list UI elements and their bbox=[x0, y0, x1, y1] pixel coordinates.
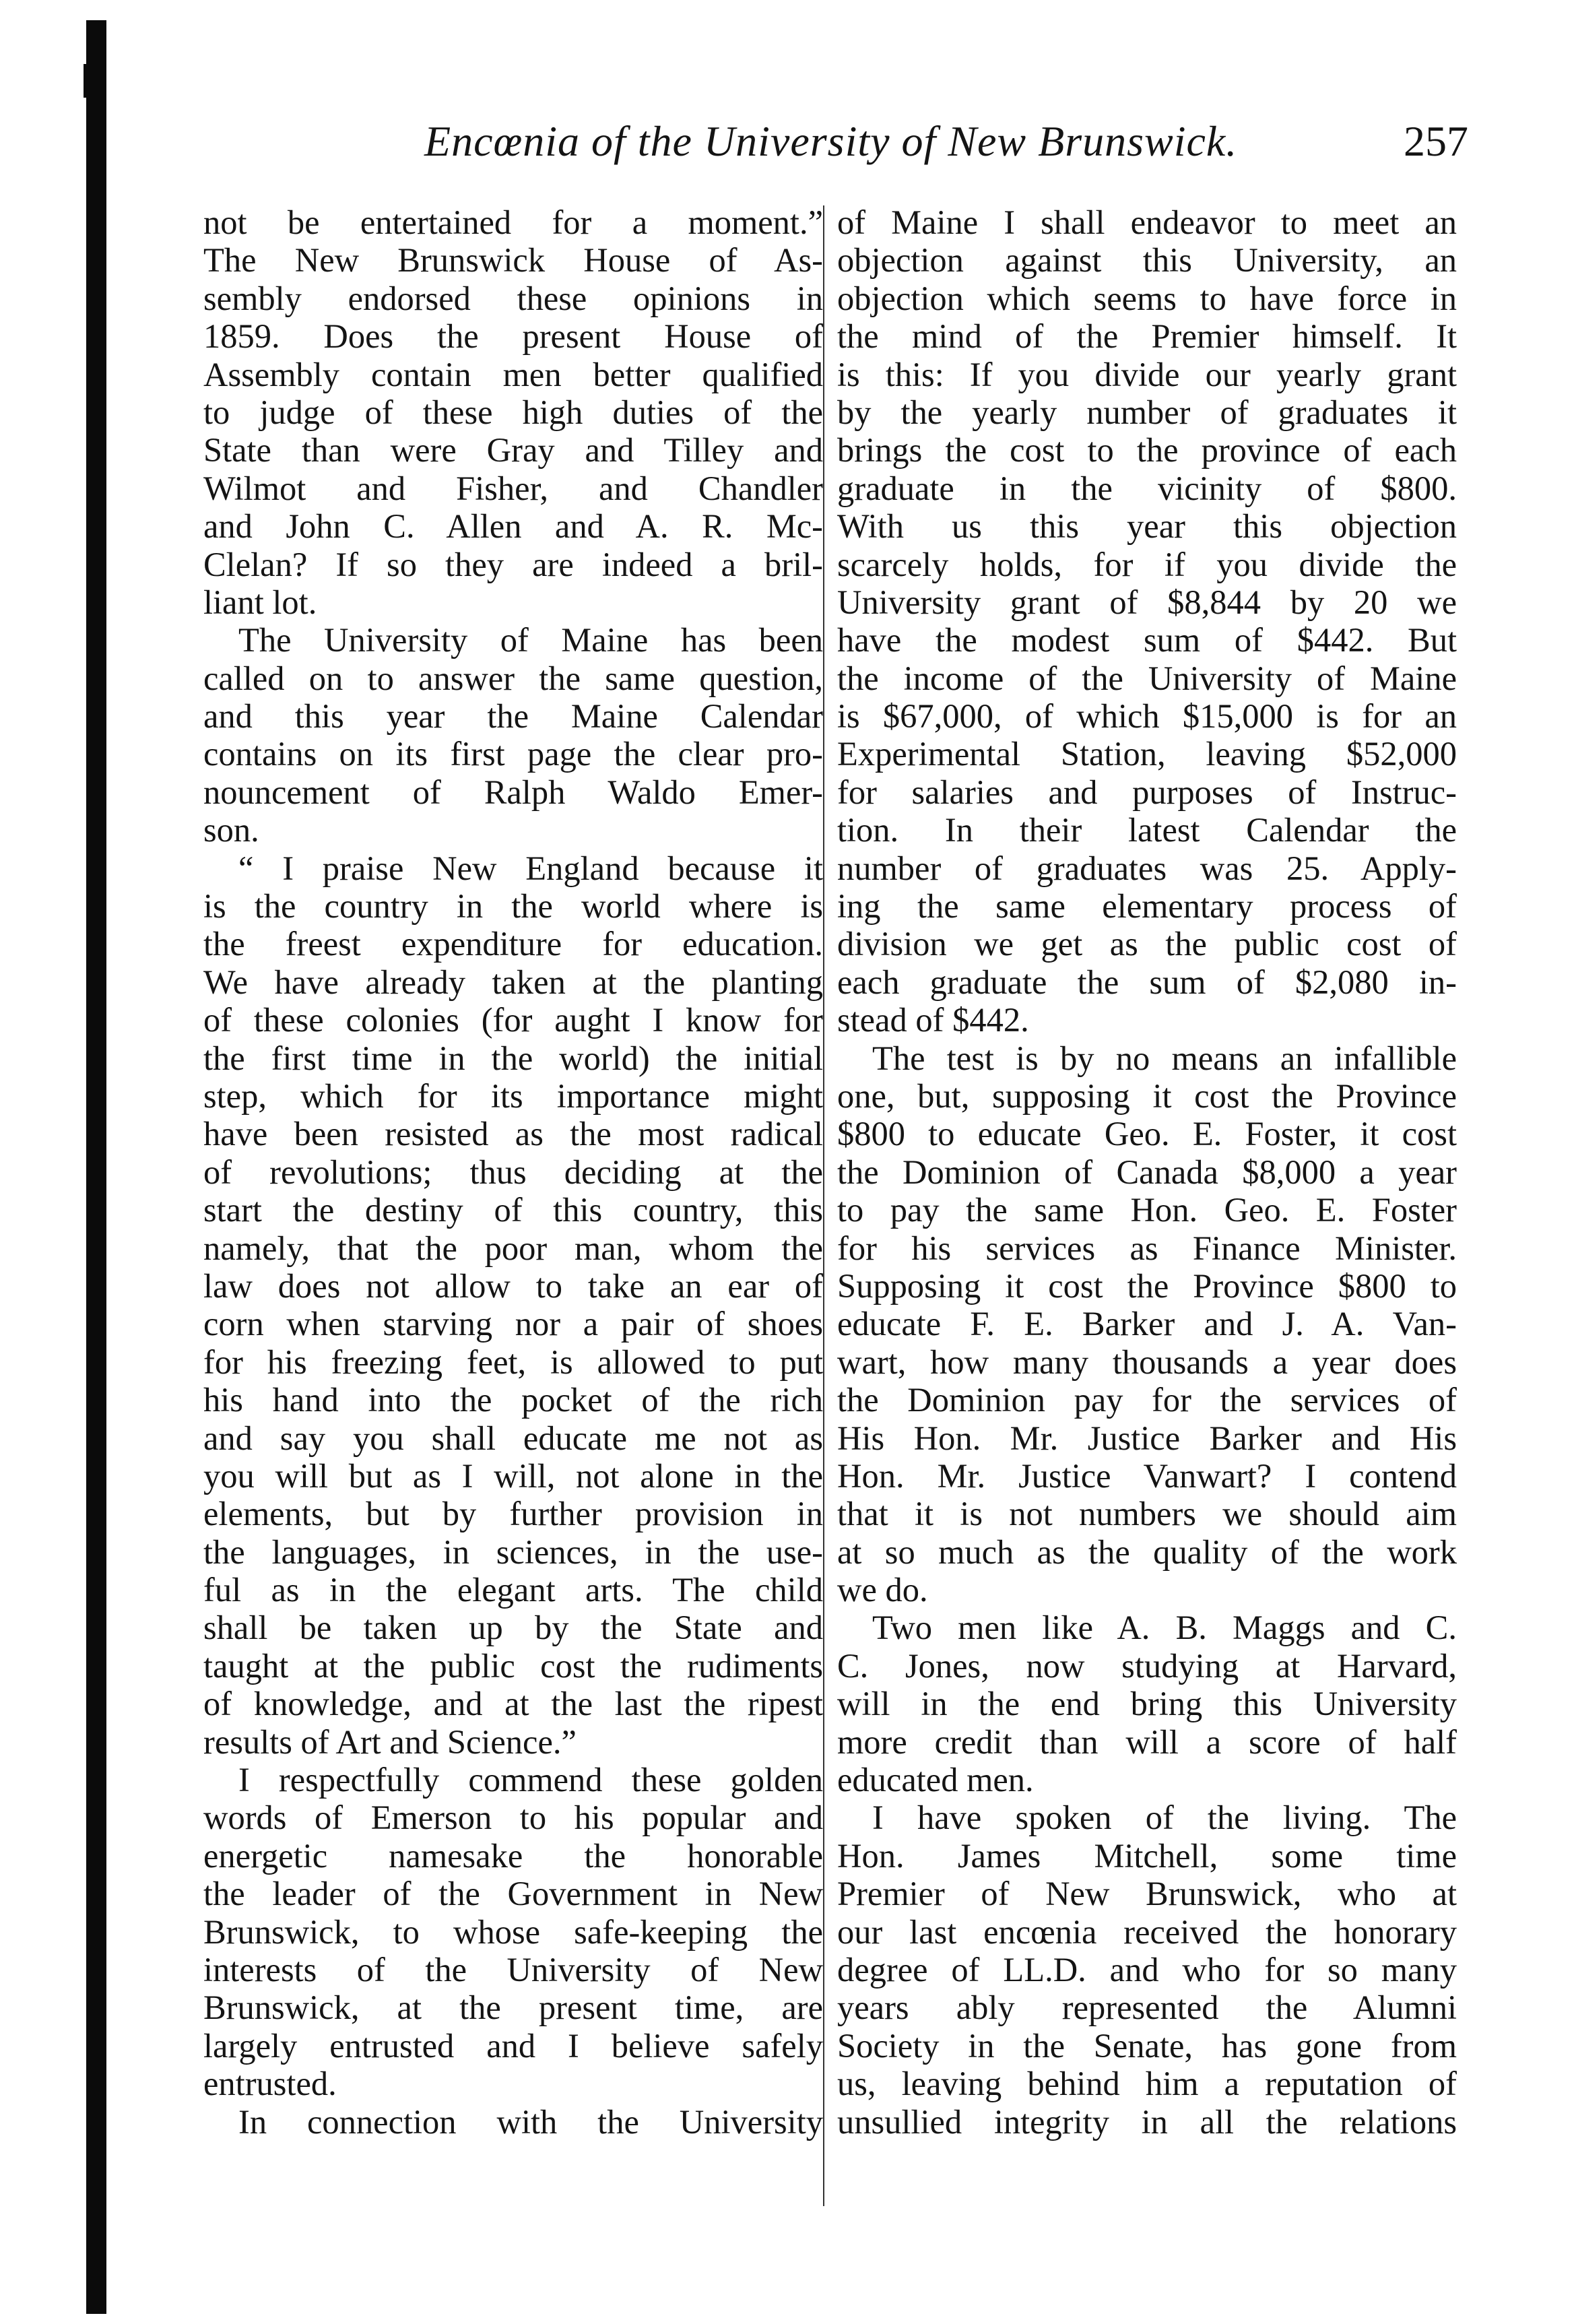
column-divider bbox=[823, 205, 824, 2206]
text-line: energetic namesake the honorable bbox=[203, 1836, 823, 1875]
text-line: graduate in the vicinity of $800. bbox=[837, 469, 1457, 507]
text-line: of revolutions; thus deciding at the bbox=[203, 1153, 823, 1191]
text-line: shall be taken up by the State and bbox=[203, 1609, 823, 1647]
text-line: tion. In their latest Calendar the bbox=[837, 811, 1457, 849]
text-line: division we get as the public cost of bbox=[837, 925, 1457, 963]
text-line: stead of $442. bbox=[837, 1001, 1029, 1039]
text-line: our last encœnia received the honorary bbox=[837, 1912, 1457, 1951]
text-line: objection which seems to have force in bbox=[837, 279, 1457, 317]
text-line: have the modest sum of $442. But bbox=[837, 621, 1457, 659]
text-line: to pay the same Hon. Geo. E. Foster bbox=[837, 1191, 1457, 1229]
text-line: words of Emerson to his popular and bbox=[203, 1799, 823, 1837]
text-line: wart, how many thousands a year does bbox=[837, 1343, 1457, 1381]
text-line: C. Jones, now studying at Harvard, bbox=[837, 1646, 1457, 1685]
text-line: liant lot. bbox=[203, 583, 317, 621]
text-line: number of graduates was 25. Apply- bbox=[837, 849, 1457, 887]
running-title: Encœnia of the University of New Brunswick. bbox=[424, 117, 1238, 165]
text-line: each graduate the sum of $2,080 in- bbox=[837, 963, 1457, 1001]
text-line: we do. bbox=[837, 1571, 928, 1609]
right-text-column bbox=[837, 203, 1457, 2141]
text-line: step, which for its importance might bbox=[203, 1076, 823, 1115]
text-line: Hon. Mr. Justice Vanwart? I contend bbox=[837, 1456, 1457, 1495]
text-line: by the yearly number of graduates it bbox=[837, 393, 1457, 431]
text-line: and John C. Allen and A. R. Mc- bbox=[203, 507, 823, 546]
text-line: State than were Gray and Tilley and bbox=[203, 431, 823, 470]
text-line: results of Art and Science.” bbox=[203, 1722, 577, 1761]
text-line: is $67,000, of which $15,000 is for an bbox=[837, 697, 1457, 736]
text-line: at so much as the quality of the work bbox=[837, 1532, 1457, 1571]
text-line: “ I praise New England because it bbox=[238, 849, 823, 887]
text-line: and this year the Maine Calendar bbox=[203, 697, 823, 736]
text-line: Clelan? If so they are indeed a bril- bbox=[203, 545, 823, 583]
text-line: the freest expenditure for education. bbox=[203, 925, 823, 963]
text-line: 1859. Does the present House of bbox=[203, 317, 823, 356]
text-line: corn when starving nor a pair of shoes bbox=[203, 1305, 823, 1343]
text-line: for his freezing feet, is allowed to put bbox=[203, 1343, 823, 1381]
text-line: ing the same elementary process of bbox=[837, 887, 1457, 926]
text-line: I have spoken of the living. The bbox=[872, 1799, 1457, 1837]
text-line: the first time in the world) the initial bbox=[203, 1039, 823, 1077]
running-head bbox=[202, 104, 1468, 179]
text-line: contains on its first page the clear pro- bbox=[203, 735, 823, 773]
text-line: the Dominion of Canada $8,000 a year bbox=[837, 1153, 1457, 1191]
text-line: the leader of the Government in New bbox=[203, 1875, 823, 1913]
text-line: of Maine I shall endeavor to meet an bbox=[837, 203, 1457, 241]
text-line: entrusted. bbox=[203, 2065, 337, 2103]
text-line: In connection with the University bbox=[238, 2102, 823, 2141]
text-line: Hon. James Mitchell, some time bbox=[837, 1836, 1457, 1875]
text-line: years ably represented the Alumni bbox=[837, 1989, 1457, 2027]
text-line: called on to answer the same question, bbox=[203, 659, 823, 697]
text-line: unsullied integrity in all the relations bbox=[837, 2102, 1457, 2141]
text-line: sembly endorsed these opinions in bbox=[203, 279, 823, 317]
text-line: Two men like A. B. Maggs and C. bbox=[872, 1609, 1457, 1647]
text-line: more credit than will a score of half bbox=[837, 1722, 1457, 1761]
text-line: I respectfully commend these golden bbox=[238, 1761, 823, 1799]
text-line: son. bbox=[203, 811, 259, 849]
text-line: Brunswick, at the present time, are bbox=[203, 1989, 823, 2027]
text-line: educated men. bbox=[837, 1761, 1034, 1799]
left-text-column bbox=[203, 203, 823, 2141]
text-line: interests of the University of New bbox=[203, 1950, 823, 1989]
text-line: scarcely holds, for if you divide the bbox=[837, 545, 1457, 583]
text-line: objection against this University, an bbox=[837, 241, 1457, 280]
text-line: With us this year this objection bbox=[837, 507, 1457, 546]
text-line: that it is not numbers we should aim bbox=[837, 1495, 1457, 1533]
text-line: and say you shall educate me not as bbox=[203, 1419, 823, 1457]
text-line: taught at the public cost the rudiments bbox=[203, 1646, 823, 1685]
text-line: will in the end bring this University bbox=[837, 1685, 1457, 1723]
text-line: for his services as Finance Minister. bbox=[837, 1229, 1457, 1267]
text-line: His Hon. Mr. Justice Barker and His bbox=[837, 1419, 1457, 1457]
text-line: brings the cost to the province of each bbox=[837, 431, 1457, 470]
text-line: his hand into the pocket of the rich bbox=[203, 1381, 823, 1419]
text-line: namely, that the poor man, whom the bbox=[203, 1229, 823, 1267]
text-line: Premier of New Brunswick, who at bbox=[837, 1875, 1457, 1913]
text-line: for salaries and purposes of Instruc- bbox=[837, 773, 1457, 811]
text-line: the languages, in sciences, in the use- bbox=[203, 1532, 823, 1571]
text-line: $800 to educate Geo. E. Foster, it cost bbox=[837, 1115, 1457, 1153]
book-binding-edge bbox=[86, 20, 106, 2314]
text-line: is this: If you divide our yearly grant bbox=[837, 355, 1457, 393]
text-line: Experimental Station, leaving $52,000 bbox=[837, 735, 1457, 773]
text-line: nouncement of Ralph Waldo Emer- bbox=[203, 773, 823, 811]
text-line: law does not allow to take an ear of bbox=[203, 1266, 823, 1305]
text-line: Assembly contain men better qualified bbox=[203, 355, 823, 393]
text-line: We have already taken at the planting bbox=[203, 963, 823, 1001]
text-line: Wilmot and Fisher, and Chandler bbox=[203, 469, 823, 507]
text-line: The test is by no means an infallible bbox=[872, 1039, 1457, 1077]
text-line: Society in the Senate, has gone from bbox=[837, 2026, 1457, 2065]
text-line: of these colonies (for aught I know for bbox=[203, 1001, 823, 1039]
text-line: you will but as I will, not alone in the bbox=[203, 1456, 823, 1495]
text-line: Brunswick, to whose safe-keeping the bbox=[203, 1912, 823, 1951]
text-line: University grant of $8,844 by 20 we bbox=[837, 583, 1457, 621]
text-line: the mind of the Premier himself. It bbox=[837, 317, 1457, 356]
text-line: not be entertained for a moment.” bbox=[203, 203, 823, 241]
text-line: The University of Maine has been bbox=[238, 621, 823, 659]
text-line: educate F. E. Barker and J. A. Van- bbox=[837, 1305, 1457, 1343]
text-line: degree of LL.D. and who for so many bbox=[837, 1950, 1457, 1989]
text-line: largely entrusted and I believe safely bbox=[203, 2026, 823, 2065]
text-line: elements, but by further provision in bbox=[203, 1495, 823, 1533]
text-line: start the destiny of this country, this bbox=[203, 1191, 823, 1229]
text-line: the income of the University of Maine bbox=[837, 659, 1457, 697]
page-number: 257 bbox=[1404, 117, 1468, 165]
text-line: one, but, supposing it cost the Province bbox=[837, 1076, 1457, 1115]
text-line: to judge of these high duties of the bbox=[203, 393, 823, 431]
text-line: us, leaving behind him a reputation of bbox=[837, 2065, 1457, 2103]
binding-notch bbox=[84, 64, 92, 98]
text-line: the Dominion pay for the services of bbox=[837, 1381, 1457, 1419]
text-line: The New Brunswick House of As- bbox=[203, 241, 823, 280]
text-line: is the country in the world where is bbox=[203, 887, 823, 926]
text-line: Supposing it cost the Province $800 to bbox=[837, 1266, 1457, 1305]
text-line: have been resisted as the most radical bbox=[203, 1115, 823, 1153]
text-line: ful as in the elegant arts. The child bbox=[203, 1571, 823, 1609]
text-line: of knowledge, and at the last the ripest bbox=[203, 1685, 823, 1723]
